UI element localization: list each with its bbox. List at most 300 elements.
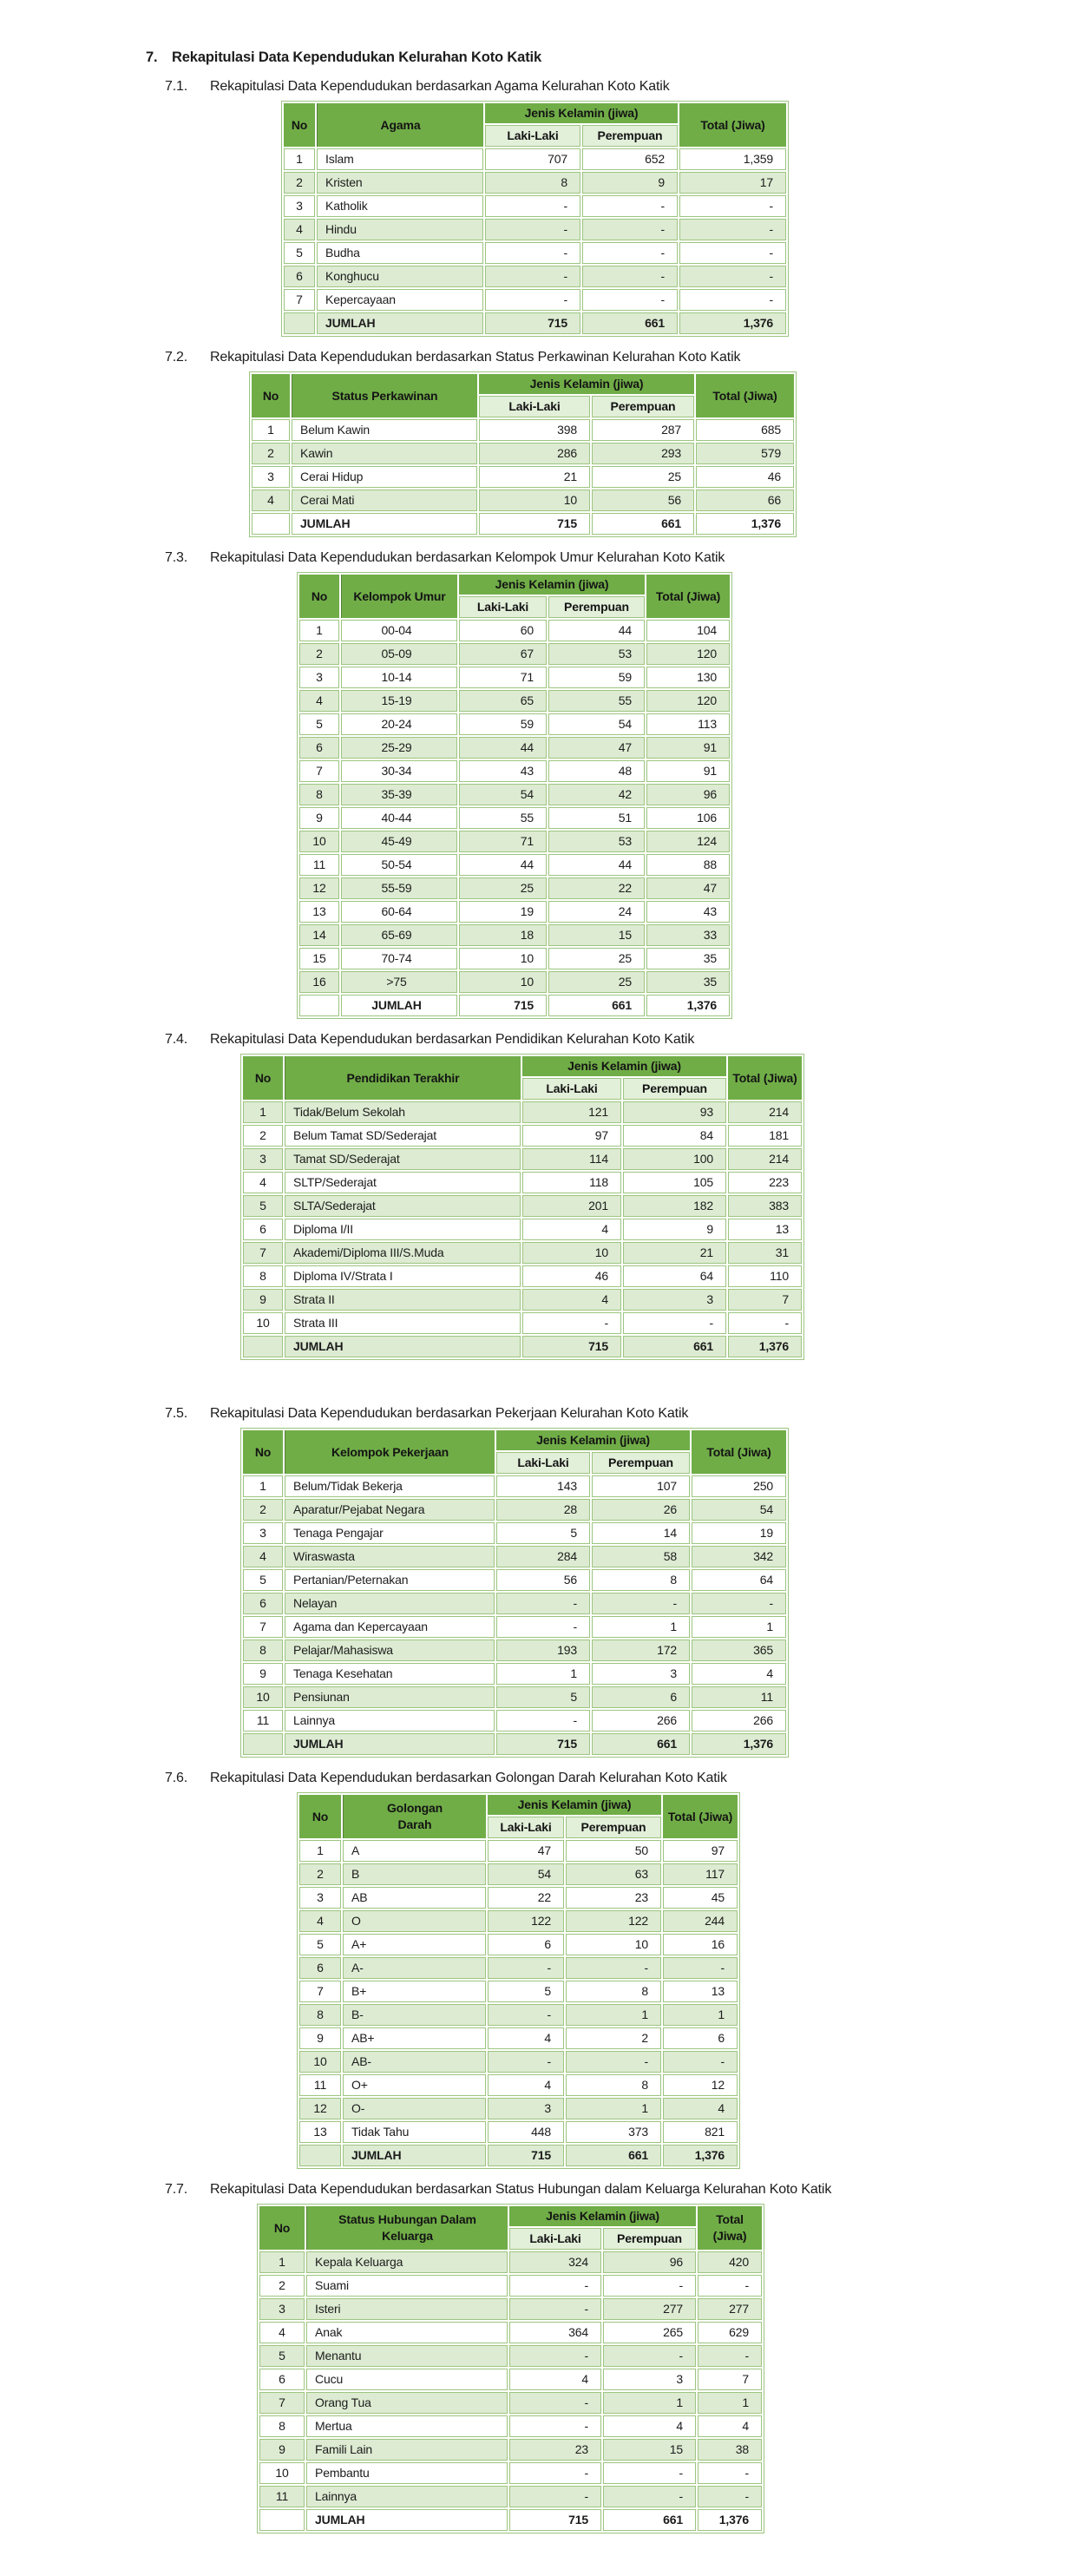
cell-male: 60 (459, 620, 547, 641)
section-heading-text: Rekapitulasi Data Kependudukan berdasarkan Status Hubungan dalam Keluarga Kelurahan Koto Katik (210, 2182, 832, 2197)
cell-total: 17 (679, 172, 786, 194)
column-header-female: Perempuan (548, 596, 645, 618)
table-row (259, 2439, 762, 2461)
cell-female: 6 (592, 1686, 690, 1708)
cell-no: 11 (243, 1710, 283, 1732)
cell-total: 106 (646, 807, 730, 829)
cell-male: 364 (509, 2322, 601, 2343)
cell-no: 10 (299, 2051, 341, 2073)
section-heading-number: 7.4. (165, 1032, 188, 1047)
cell-category: Kristen (317, 172, 483, 194)
cell-no: 8 (299, 2004, 341, 2026)
cell-total: 244 (663, 1910, 738, 1932)
cell-female: - (582, 266, 678, 287)
section-heading-text: Rekapitulasi Data Kependudukan berdasarkan Golongan Darah Kelurahan Koto Katik (210, 1771, 727, 1785)
cell-category: A- (343, 1957, 486, 1979)
table-row (252, 466, 794, 488)
cell-category: Kepercayaan (317, 289, 483, 311)
cell-no: 3 (284, 195, 315, 217)
column-header-gender-group: Jenis Kelamin (jiwa) (485, 103, 678, 123)
cell-category: 05-09 (341, 643, 457, 665)
section-pendidikan (0, 1031, 1069, 1360)
table-row (299, 643, 730, 665)
cell-total: 113 (646, 713, 730, 735)
cell-total: 91 (646, 737, 730, 759)
table-row (243, 1148, 802, 1170)
jumlah-row (299, 995, 730, 1016)
table-row (243, 1125, 802, 1147)
cell-no: 10 (243, 1312, 283, 1334)
cell-female: 293 (592, 443, 694, 464)
cell-no: 3 (243, 1522, 283, 1544)
column-header-category: Kelompok Pekerjaan (285, 1430, 495, 1474)
column-header-category: Golongan Darah (343, 1795, 486, 1838)
cell-total: 124 (646, 831, 730, 852)
table-row (299, 690, 730, 712)
cell-male: - (509, 2486, 601, 2507)
cell-female: 63 (566, 1863, 661, 1885)
table-row (284, 242, 786, 264)
cell-male: 5 (488, 1981, 564, 2002)
cell-total: 1,376 (698, 2509, 762, 2531)
cell-female: 10 (566, 1934, 661, 1955)
cell-category: Pelajar/Mahasiswa (285, 1640, 495, 1661)
cell-no: 8 (243, 1640, 283, 1661)
cell-category: Budha (317, 242, 483, 264)
table-row (252, 490, 794, 511)
cell-male: 324 (509, 2251, 601, 2273)
header-row-1 (252, 374, 794, 394)
cell-total: 223 (728, 1172, 802, 1193)
section-heading (165, 2181, 1069, 2198)
cell-category: JUMLAH (285, 1733, 495, 1755)
cell-no: 11 (299, 2074, 341, 2096)
cell-no: 2 (259, 2275, 305, 2297)
table-row (299, 831, 730, 852)
cell-male: 44 (459, 854, 547, 876)
cell-male: 67 (459, 643, 547, 665)
cell-female: 4 (603, 2415, 696, 2437)
cell-male: 286 (479, 443, 590, 464)
cell-total: 97 (663, 1840, 738, 1862)
cell-female: 54 (548, 713, 645, 735)
table-pekerjaan (240, 1428, 789, 1758)
section-agama (0, 78, 1069, 337)
cell-category: Mertua (306, 2415, 508, 2437)
cell-male: 4 (509, 2369, 601, 2390)
cell-category: Pembantu (306, 2462, 508, 2484)
cell-male: 71 (459, 831, 547, 852)
cell-female: 84 (623, 1125, 726, 1147)
table-row (252, 419, 794, 441)
column-header-total: Total (Jiwa) (646, 575, 730, 618)
cell-total: 821 (663, 2121, 738, 2143)
cell-male: 448 (488, 2121, 564, 2143)
cell-male: 28 (496, 1499, 590, 1521)
cell-no (259, 2509, 305, 2531)
cell-female: - (603, 2462, 696, 2484)
cell-category: O+ (343, 2074, 486, 2096)
cell-female: 100 (623, 1148, 726, 1170)
cell-total: 1,376 (646, 995, 730, 1016)
cell-male: 19 (459, 901, 547, 923)
cell-total: 66 (696, 490, 794, 511)
cell-male: - (485, 266, 580, 287)
cell-total: 383 (728, 1195, 802, 1217)
cell-total: - (728, 1312, 802, 1334)
cell-no: 8 (243, 1265, 283, 1287)
cell-total: - (698, 2462, 762, 2484)
cell-total: 420 (698, 2251, 762, 2273)
cell-female: 1 (592, 1616, 690, 1638)
cell-male: 8 (485, 172, 580, 194)
cell-category: O (343, 1910, 486, 1932)
cell-female: 8 (566, 2074, 661, 2096)
cell-male: 715 (522, 1336, 621, 1357)
table-row (252, 443, 794, 464)
cell-total: 35 (646, 971, 730, 993)
cell-male: 4 (522, 1289, 621, 1311)
cell-no: 14 (299, 924, 339, 946)
column-header-category: Status Hubungan Dalam Keluarga (306, 2206, 508, 2250)
cell-male: 707 (485, 148, 580, 170)
table-row (299, 1840, 738, 1862)
table-body (243, 1101, 802, 1357)
column-header-no: No (252, 374, 290, 417)
cell-category: 60-64 (341, 901, 457, 923)
table-row (243, 1546, 786, 1567)
cell-category: >75 (341, 971, 457, 993)
cell-female: 47 (548, 737, 645, 759)
table-agama (281, 101, 789, 337)
cell-female: 51 (548, 807, 645, 829)
cell-total: 1,376 (692, 1733, 786, 1755)
cell-category: 15-19 (341, 690, 457, 712)
cell-total: 46 (696, 466, 794, 488)
cell-category: Pertanian/Peternakan (285, 1569, 495, 1591)
column-header-no: No (299, 575, 339, 618)
cell-category: 35-39 (341, 784, 457, 805)
cell-total: 629 (698, 2322, 762, 2343)
cell-category: Hindu (317, 219, 483, 240)
cell-female: 652 (582, 148, 678, 170)
header-row-1 (284, 103, 786, 123)
cell-male: 4 (522, 1219, 621, 1240)
cell-male: - (509, 2298, 601, 2320)
cell-no: 5 (299, 713, 339, 735)
cell-no: 5 (243, 1569, 283, 1591)
cell-female: - (582, 195, 678, 217)
cell-total: 1 (692, 1616, 786, 1638)
cell-total: 266 (692, 1710, 786, 1732)
cell-male: 122 (488, 1910, 564, 1932)
cell-female: 661 (603, 2509, 696, 2531)
cell-no: 6 (299, 1957, 341, 1979)
section-golongan-darah (0, 1770, 1069, 2169)
section-heading-number: 7.7. (165, 2182, 188, 2197)
cell-no (284, 312, 315, 334)
table-kelompok-umur (297, 572, 732, 1019)
cell-category: B- (343, 2004, 486, 2026)
cell-female: 24 (548, 901, 645, 923)
cell-male: 10 (459, 948, 547, 969)
cell-male: 715 (488, 2145, 564, 2166)
cell-total: 64 (692, 1569, 786, 1591)
table-row (259, 2462, 762, 2484)
table-row (243, 1686, 786, 1708)
cell-female: 661 (623, 1336, 726, 1357)
jumlah-row (259, 2509, 762, 2531)
table-row (299, 620, 730, 641)
cell-total: 214 (728, 1148, 802, 1170)
cell-male: 97 (522, 1125, 621, 1147)
column-header-gender-group: Jenis Kelamin (jiwa) (479, 374, 694, 394)
cell-female: 8 (566, 1981, 661, 2002)
cell-total: 1,376 (679, 312, 786, 334)
cell-male: 22 (488, 1887, 564, 1909)
cell-total: - (663, 1957, 738, 1979)
cell-male: 43 (459, 760, 547, 782)
table-row (243, 1499, 786, 1521)
cell-male: 121 (522, 1101, 621, 1123)
cell-male: 715 (459, 995, 547, 1016)
cell-no: 4 (259, 2322, 305, 2343)
table-body (299, 620, 730, 1016)
cell-no: 7 (299, 1981, 341, 2002)
cell-male: 54 (488, 1863, 564, 1885)
cell-female: 9 (582, 172, 678, 194)
cell-male: 10 (459, 971, 547, 993)
cell-male: 71 (459, 667, 547, 688)
table-row (299, 2027, 738, 2049)
cell-no: 1 (299, 620, 339, 641)
table-row (259, 2369, 762, 2390)
cell-total: 277 (698, 2298, 762, 2320)
cell-male: 1 (496, 1663, 590, 1685)
table-row (243, 1289, 802, 1311)
table-row (299, 667, 730, 688)
cell-male: 44 (459, 737, 547, 759)
cell-female: 42 (548, 784, 645, 805)
cell-male: - (488, 1957, 564, 1979)
section-status-hubungan-keluarga (0, 2181, 1069, 2533)
cell-female: 15 (603, 2439, 696, 2461)
section-kelompok-umur (0, 549, 1069, 1019)
section-heading (165, 1770, 1069, 1786)
cell-female: 373 (566, 2121, 661, 2143)
cell-total: 13 (728, 1219, 802, 1240)
cell-female: 53 (548, 643, 645, 665)
page-title-number: 7. (146, 49, 158, 65)
cell-category: 10-14 (341, 667, 457, 688)
cell-category: 70-74 (341, 948, 457, 969)
section-heading-text: Rekapitulasi Data Kependudukan berdasarkan Pendidikan Kelurahan Koto Katik (210, 1032, 695, 1047)
column-header-gender-group: Jenis Kelamin (jiwa) (509, 2206, 696, 2226)
cell-no: 4 (299, 1910, 341, 1932)
cell-category: SLTA/Sederajat (285, 1195, 521, 1217)
cell-female: 107 (592, 1475, 690, 1497)
cell-no: 7 (243, 1616, 283, 1638)
cell-total: 35 (646, 948, 730, 969)
column-header-no: No (284, 103, 315, 147)
cell-female: - (592, 1593, 690, 1614)
cell-male: 10 (522, 1242, 621, 1264)
column-header-total: Total (Jiwa) (696, 374, 794, 417)
cell-no: 1 (284, 148, 315, 170)
cell-male: 143 (496, 1475, 590, 1497)
cell-category: B (343, 1863, 486, 1885)
cell-no: 6 (284, 266, 315, 287)
column-header-no: No (243, 1430, 283, 1474)
cell-female: - (566, 2051, 661, 2073)
cell-female: 50 (566, 1840, 661, 1862)
table-row (299, 854, 730, 876)
cell-female: 64 (623, 1265, 726, 1287)
table-row (284, 148, 786, 170)
cell-category: 55-59 (341, 877, 457, 899)
cell-category: O- (343, 2098, 486, 2119)
jumlah-row (243, 1733, 786, 1755)
table-header (284, 103, 786, 147)
cell-category: Tamat SD/Sederajat (285, 1148, 521, 1170)
column-header-male: Laki-Laki (485, 125, 580, 147)
cell-category: 20-24 (341, 713, 457, 735)
cell-female: 661 (582, 312, 678, 334)
cell-no: 12 (299, 877, 339, 899)
cell-total: - (679, 289, 786, 311)
column-header-total: Total (Jiwa) (728, 1056, 802, 1100)
cell-category: AB+ (343, 2027, 486, 2049)
cell-no: 2 (243, 1125, 283, 1147)
table-row (299, 784, 730, 805)
cell-male: 6 (488, 1934, 564, 1955)
table-row (243, 1242, 802, 1264)
cell-total: 1,376 (728, 1336, 802, 1357)
column-header-female: Perempuan (603, 2228, 696, 2250)
cell-no: 9 (259, 2439, 305, 2461)
cell-no: 7 (284, 289, 315, 311)
cell-category: Belum Tamat SD/Sederajat (285, 1125, 521, 1147)
cell-total: 1 (663, 2004, 738, 2026)
cell-no: 5 (243, 1195, 283, 1217)
cell-category: Cucu (306, 2369, 508, 2390)
cell-category: 45-49 (341, 831, 457, 852)
cell-female: 277 (603, 2298, 696, 2320)
cell-total: 88 (646, 854, 730, 876)
section-heading-number: 7.3. (165, 550, 188, 565)
cell-no: 1 (259, 2251, 305, 2273)
cell-female: 182 (623, 1195, 726, 1217)
table-status-perkawinan (249, 371, 797, 537)
cell-male: - (488, 2051, 564, 2073)
jumlah-row (252, 513, 794, 535)
cell-category: SLTP/Sederajat (285, 1172, 521, 1193)
cell-no (299, 2145, 341, 2166)
cell-category: Wiraswasta (285, 1546, 495, 1567)
cell-no: 3 (259, 2298, 305, 2320)
cell-category: Orang Tua (306, 2392, 508, 2414)
cell-no: 8 (299, 784, 339, 805)
cell-male: 59 (459, 713, 547, 735)
cell-female: 53 (548, 831, 645, 852)
cell-total: 19 (692, 1522, 786, 1544)
table-row (299, 1957, 738, 1979)
cell-female: 96 (603, 2251, 696, 2273)
cell-male: 25 (459, 877, 547, 899)
cell-female: 25 (548, 948, 645, 969)
cell-male: 21 (479, 466, 590, 488)
cell-no: 7 (299, 760, 339, 782)
header-row-1 (299, 575, 730, 595)
column-header-female: Perempuan (566, 1817, 661, 1838)
cell-male: 715 (479, 513, 590, 535)
cell-female: 9 (623, 1219, 726, 1240)
cell-no: 2 (299, 643, 339, 665)
cell-no: 12 (299, 2098, 341, 2119)
table-header (299, 1795, 738, 1838)
column-header-male: Laki-Laki (509, 2228, 601, 2250)
cell-total: - (692, 1593, 786, 1614)
page-title (146, 49, 1069, 66)
cell-category: JUMLAH (285, 1336, 521, 1357)
cell-category: Suami (306, 2275, 508, 2297)
table-row (243, 1312, 802, 1334)
section-heading-text: Rekapitulasi Data Kependudukan berdasarkan Agama Kelurahan Koto Katik (210, 79, 670, 94)
cell-male: - (509, 2415, 601, 2437)
table-row (243, 1569, 786, 1591)
cell-total: 7 (728, 1289, 802, 1311)
cell-no: 7 (243, 1242, 283, 1264)
cell-total: 54 (692, 1499, 786, 1521)
cell-female: 661 (592, 513, 694, 535)
table-body (284, 148, 786, 334)
cell-total: 4 (663, 2098, 738, 2119)
cell-female: 3 (603, 2369, 696, 2390)
cell-male: 5 (496, 1686, 590, 1708)
column-header-gender-group: Jenis Kelamin (jiwa) (496, 1430, 690, 1450)
cell-category: Isteri (306, 2298, 508, 2320)
table-header (252, 374, 794, 417)
column-header-total: Total (Jiwa) (698, 2206, 762, 2250)
cell-no: 1 (243, 1475, 283, 1497)
cell-male: - (485, 289, 580, 311)
cell-no: 5 (299, 1934, 341, 1955)
cell-total: 1,376 (663, 2145, 738, 2166)
cell-total: 181 (728, 1125, 802, 1147)
cell-male: 3 (488, 2098, 564, 2119)
cell-no: 4 (252, 490, 290, 511)
cell-male: 46 (522, 1265, 621, 1287)
table-row (284, 266, 786, 287)
cell-female: 14 (592, 1522, 690, 1544)
table-row (243, 1101, 802, 1123)
cell-total: 1,359 (679, 148, 786, 170)
cell-no: 11 (299, 854, 339, 876)
cell-category: JUMLAH (306, 2509, 508, 2531)
cell-no: 1 (299, 1840, 341, 1862)
column-header-category: Pendidikan Terakhir (285, 1056, 521, 1100)
cell-male: 23 (509, 2439, 601, 2461)
page-title-text: Rekapitulasi Data Kependudukan Kelurahan Koto Katik (172, 49, 542, 65)
table-row (299, 924, 730, 946)
cell-category: AB- (343, 2051, 486, 2073)
cell-no (252, 513, 290, 535)
cell-no: 9 (299, 807, 339, 829)
cell-female: 48 (548, 760, 645, 782)
cell-no: 13 (299, 2121, 341, 2143)
cell-female: 44 (548, 854, 645, 876)
cell-no: 6 (243, 1593, 283, 1614)
